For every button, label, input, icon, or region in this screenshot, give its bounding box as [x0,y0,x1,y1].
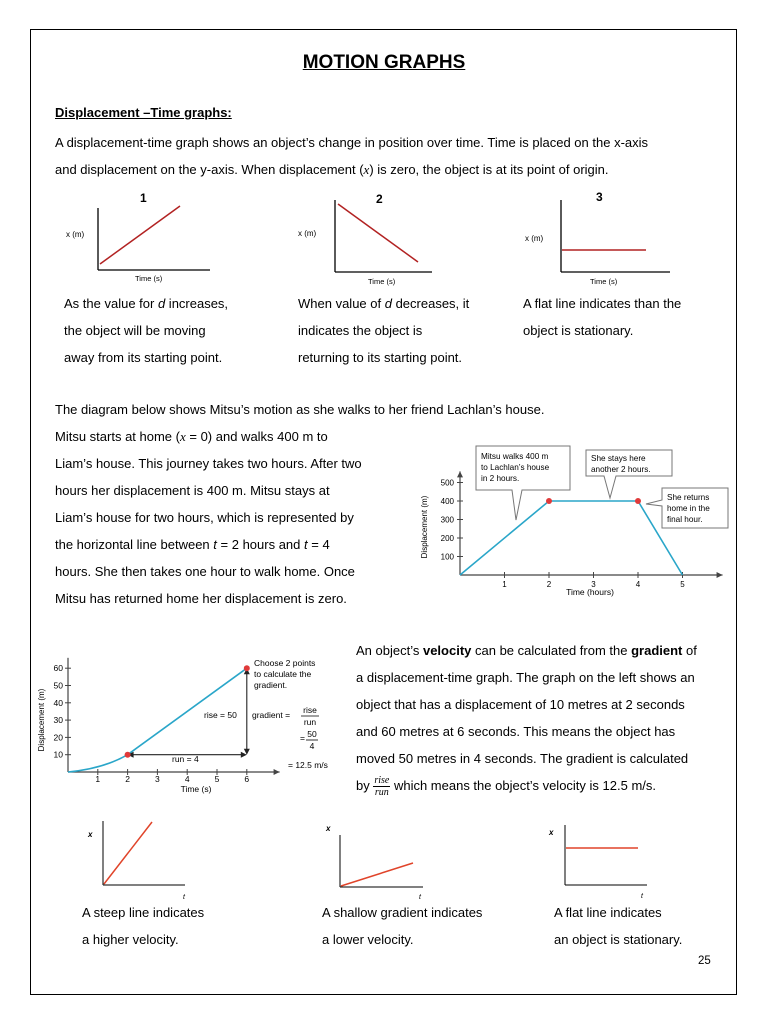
rise-over-run-fraction: $\frac{\text{rise}}{\text{run}}$ [374,775,390,799]
x-axis-label: Time (s) [180,784,212,794]
small-graph-1 [60,186,230,286]
steep-line [104,822,152,884]
mitsu-intro: The diagram below shows Mitsu’s motion as she walks to her friend Lachlan’s house. [55,402,545,417]
y-axis-label: x (m) [66,230,85,239]
x-axis-label: Time (hours) [566,587,614,597]
y-tick-label: 30 [53,715,63,726]
compare-caption-3: A flat line indicates an object is stationary. [554,905,683,947]
svg-text:t: t [419,894,421,901]
x-tick-label: 1 [502,580,507,589]
graph-number: 1 [140,191,147,205]
data-point [244,665,250,671]
y-tick-label: 50 [53,680,63,691]
svg-text:gradient.: gradient. [254,680,288,690]
svg-text:She returns: She returns [667,493,710,502]
callout-return [646,488,728,528]
x-tick-label: 6 [244,774,250,784]
data-point [125,752,131,758]
caption-3: A flat line indicates than the object is stationary. [523,296,682,338]
svg-text:t: t [641,893,643,900]
y-tick-label: 500 [440,478,454,488]
velocity-result: = 12.5 m/s [288,760,328,770]
svg-text:x: x [326,824,331,833]
y-axis-label: x (m) [525,234,544,243]
y-tick-label: 300 [440,515,454,525]
y-tick-label: 100 [440,552,454,562]
gradient-label: gradient = [252,710,291,720]
small-graph-3 [520,186,680,290]
compare-caption-2: A shallow gradient indicates a lower velocity. [322,905,483,947]
increasing-line [100,206,180,264]
mitsu-displacement-chart [410,440,730,602]
compare-caption-1: A steep line indicates a higher velocity. [82,905,205,947]
y-tick-label: 400 [440,497,454,506]
y-tick-label: 20 [53,732,63,743]
shallow-line [341,863,413,886]
svg-text:She stays here: She stays here [591,454,646,463]
svg-text:50: 50 [307,729,317,739]
graph-number: 3 [596,190,603,204]
svg-text:run: run [303,717,317,727]
data-point [635,498,641,504]
caption-2: When value of d decreases, it indicates the object is returning to its starting point. [298,296,470,365]
page-title: MOTION GRAPHS [302,52,466,73]
gradient-chart [30,648,350,796]
svg-text:in 2 hours.: in 2 hours. [481,474,520,483]
x-axis-label: Time (s) [368,277,396,286]
data-point [546,498,552,504]
y-tick-label: 10 [53,749,63,760]
decreasing-line [338,204,418,262]
svg-text:x: x [88,830,93,839]
section-heading: Displacement –Time graphs: [55,105,232,120]
x-tick-label: 3 [155,774,160,784]
x-tick-label: 5 [214,774,220,784]
svg-text:4: 4 [309,741,315,751]
mitsu-series-line [460,501,683,575]
svg-text:home in the: home in the [667,504,710,513]
x-axis-arrow [717,572,723,578]
x-axis-label: Time (s) [135,274,163,283]
graph-number: 2 [376,192,383,206]
svg-text:x: x [549,828,554,837]
y-axis-arrow [457,471,463,477]
x-tick-label: 2 [125,774,130,784]
x-tick-label: 5 [680,580,685,589]
mitsu-paragraph: Mitsu starts at home (x = 0) and walks 400 m to Liam’s house. This journey takes two hours. After two hours her displacement is 400 m. Mitsu stays at Liam’s house for two hours, which is represented by the horizontal line between t = 2 hours and t = 4 hours. She then takes one hour to walk home. Once Mitsu has returned home her displacement is zero. [55,429,362,606]
steep-line-graph [80,815,200,905]
svg-text:final hour.: final hour. [667,515,703,524]
y-axis-label: x (m) [298,229,317,238]
x-tick-label: 3 [591,580,596,589]
svg-text:Mitsu walks 400 m: Mitsu walks 400 m [481,452,549,461]
callout-walk [476,446,570,520]
equals-sign: = [300,733,305,743]
y-tick-label: 40 [53,697,63,708]
gradient-series-line [68,668,247,772]
flat-line-graph [545,815,665,905]
small-graph-2 [292,186,462,290]
velocity-paragraph: An object’s velocity can be calculated from the gradient of a displacement-time graph. The graph on the left shows an object that has a displacement of 10 metres at 2 seconds and 60 metres at 6 seconds. This means the object has moved 50 metres in 4 seconds. The gradient is calculated by $\frac{\text{rise}}{\text{run}}$ which means the object’s velocity is 12.5 m/s. [356,643,697,799]
x-axis-arrow [274,769,280,775]
x-tick-label: 4 [184,774,190,784]
y-axis-label: Displacement (m) [420,495,429,559]
svg-text:another 2 hours.: another 2 hours. [591,465,651,474]
callout-stay [586,450,672,498]
caption-1: As the value for d increases, the object will be moving away from its starting point. [64,296,229,365]
x-axis-label: Time (s) [590,277,618,286]
svg-text:to calculate the: to calculate the [254,669,312,679]
y-axis-label: Displacement (m) [37,688,46,752]
shallow-line-graph [320,815,440,905]
svg-text:t: t [183,894,185,901]
svg-text:to Lachlan’s house: to Lachlan’s house [481,463,550,472]
x-tick-label: 1 [95,774,101,784]
y-tick-label: 200 [440,534,454,543]
x-tick-label: 4 [635,580,641,589]
intro-line-1: A displacement-time graph shows an object’s change in position over time. Time is placed on the x-axis [55,135,649,150]
intro-line-2: and displacement on the y-axis. When displacement (x) is zero, the object is at its point of origin. [55,162,609,177]
x-tick-label: 2 [546,580,552,589]
page-number: 25 [698,955,711,967]
svg-text:rise: rise [303,705,317,715]
rise-label: rise = 50 [204,710,237,720]
run-label: run = 4 [172,754,199,764]
y-tick-label: 60 [53,663,63,674]
chart-note: Choose 2 points [254,658,316,668]
